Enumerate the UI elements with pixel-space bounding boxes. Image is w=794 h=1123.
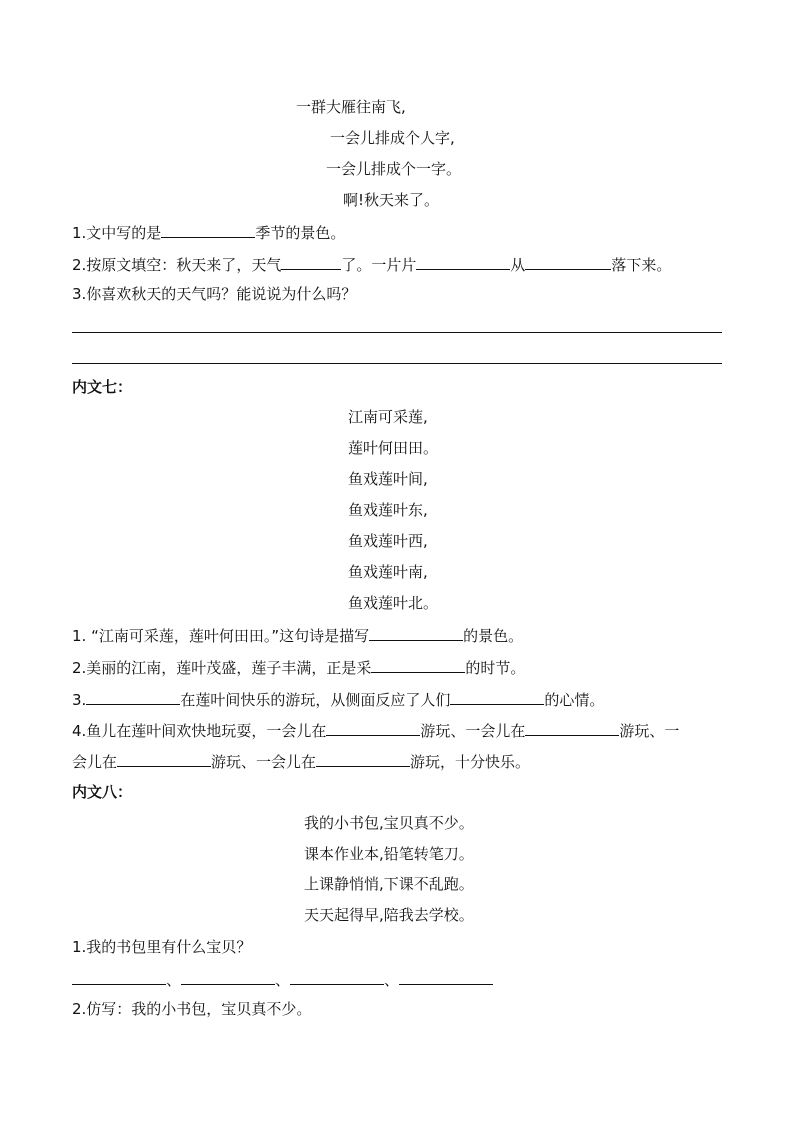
poem-line: 天天起得早,陪我去学校。 (304, 906, 474, 924)
poem-line: 江南可采莲, (348, 408, 428, 426)
question-text: 的心情。 (544, 691, 605, 709)
poem-line: 我的小书包,宝贝真不少。 (304, 814, 474, 832)
answer-blank[interactable] (369, 624, 463, 641)
answer-line[interactable] (72, 363, 722, 364)
poem-line: 鱼戏莲叶东, (348, 501, 428, 519)
answer-blank[interactable] (399, 968, 493, 985)
poem-line: 鱼戏莲叶间, (348, 470, 428, 488)
section-7-heading: 内文七： (72, 378, 133, 396)
question-3: 3.你喜欢秋天的天气吗？能说说为什么吗？ (72, 285, 357, 303)
question-text: 游玩，十分快乐。 (410, 753, 531, 771)
question-text: 了。一片片 (341, 256, 417, 274)
poem-line: 鱼戏莲叶南, (348, 563, 428, 581)
poem-line: 一会儿排成个人字, (330, 129, 455, 147)
answer-blank[interactable] (181, 968, 275, 985)
poem-line: 上课静悄悄,下课不乱跑。 (304, 875, 474, 893)
question-text: 游玩、一会儿在 (211, 753, 317, 771)
question-text: 1. “江南可采莲，莲叶何田田。”这句诗是描写 (72, 627, 370, 645)
answer-blank[interactable] (450, 688, 544, 705)
question-text: 2.按原文填空：秋天来了，天气 (72, 256, 282, 274)
answer-blank[interactable] (86, 688, 180, 705)
answer-blank[interactable] (281, 253, 341, 270)
answer-blank[interactable] (326, 719, 420, 736)
separator: 、 (384, 971, 400, 989)
poem-line: 啊!秋天来了。 (343, 191, 440, 209)
question-text: 的景色。 (463, 627, 524, 645)
question-text: 1.文中写的是 (72, 224, 162, 242)
question-text: 会儿在 (72, 753, 118, 771)
answer-row (72, 968, 493, 990)
poem-line: 一会儿排成个一字。 (326, 160, 462, 178)
poem-line: 一群大雁往南飞, (296, 98, 406, 116)
question-text: 落下来。 (611, 256, 672, 274)
question-2 (72, 253, 671, 275)
separator: 、 (166, 971, 182, 989)
question-2 (72, 656, 525, 678)
question-text: 的时节。 (465, 659, 526, 677)
answer-blank[interactable] (290, 968, 384, 985)
question-4-continued (72, 750, 530, 772)
question-text: 游玩、一会儿在 (420, 722, 526, 740)
section-8-heading: 内文八： (72, 783, 133, 801)
question-text: 在莲叶间快乐的游玩，从侧面反应了人们 (180, 691, 451, 709)
poem-line: 鱼戏莲叶北。 (348, 594, 439, 612)
answer-blank[interactable] (316, 750, 410, 767)
question-1 (72, 624, 523, 646)
question-text: 2.美丽的江南，莲叶茂盛，莲子丰满，正是采 (72, 659, 372, 677)
separator: 、 (275, 971, 291, 989)
question-3 (72, 688, 604, 710)
answer-blank[interactable] (525, 719, 619, 736)
question-1 (72, 221, 345, 243)
answer-line[interactable] (72, 332, 722, 333)
question-4 (72, 719, 679, 741)
poem-line: 课本作业本,铅笔转笔刀。 (304, 845, 474, 863)
poem-line: 鱼戏莲叶西, (348, 532, 428, 550)
answer-blank[interactable] (72, 968, 166, 985)
answer-blank[interactable] (416, 253, 510, 270)
answer-blank[interactable] (161, 221, 255, 238)
question-2: 2.仿写：我的小书包，宝贝真不少。 (72, 1000, 312, 1018)
question-text: 游玩、一 (619, 722, 680, 740)
question-text: 季节的景色。 (255, 224, 346, 242)
answer-blank[interactable] (117, 750, 211, 767)
answer-blank[interactable] (525, 253, 611, 270)
question-text: 从 (510, 256, 526, 274)
question-text: 4.鱼儿在莲叶间欢快地玩耍，一会儿在 (72, 722, 327, 740)
poem-line: 莲叶何田田。 (348, 439, 439, 457)
answer-blank[interactable] (371, 656, 465, 673)
question-text: 3. (72, 691, 87, 709)
question-1: 1.我的书包里有什么宝贝？ (72, 938, 252, 956)
